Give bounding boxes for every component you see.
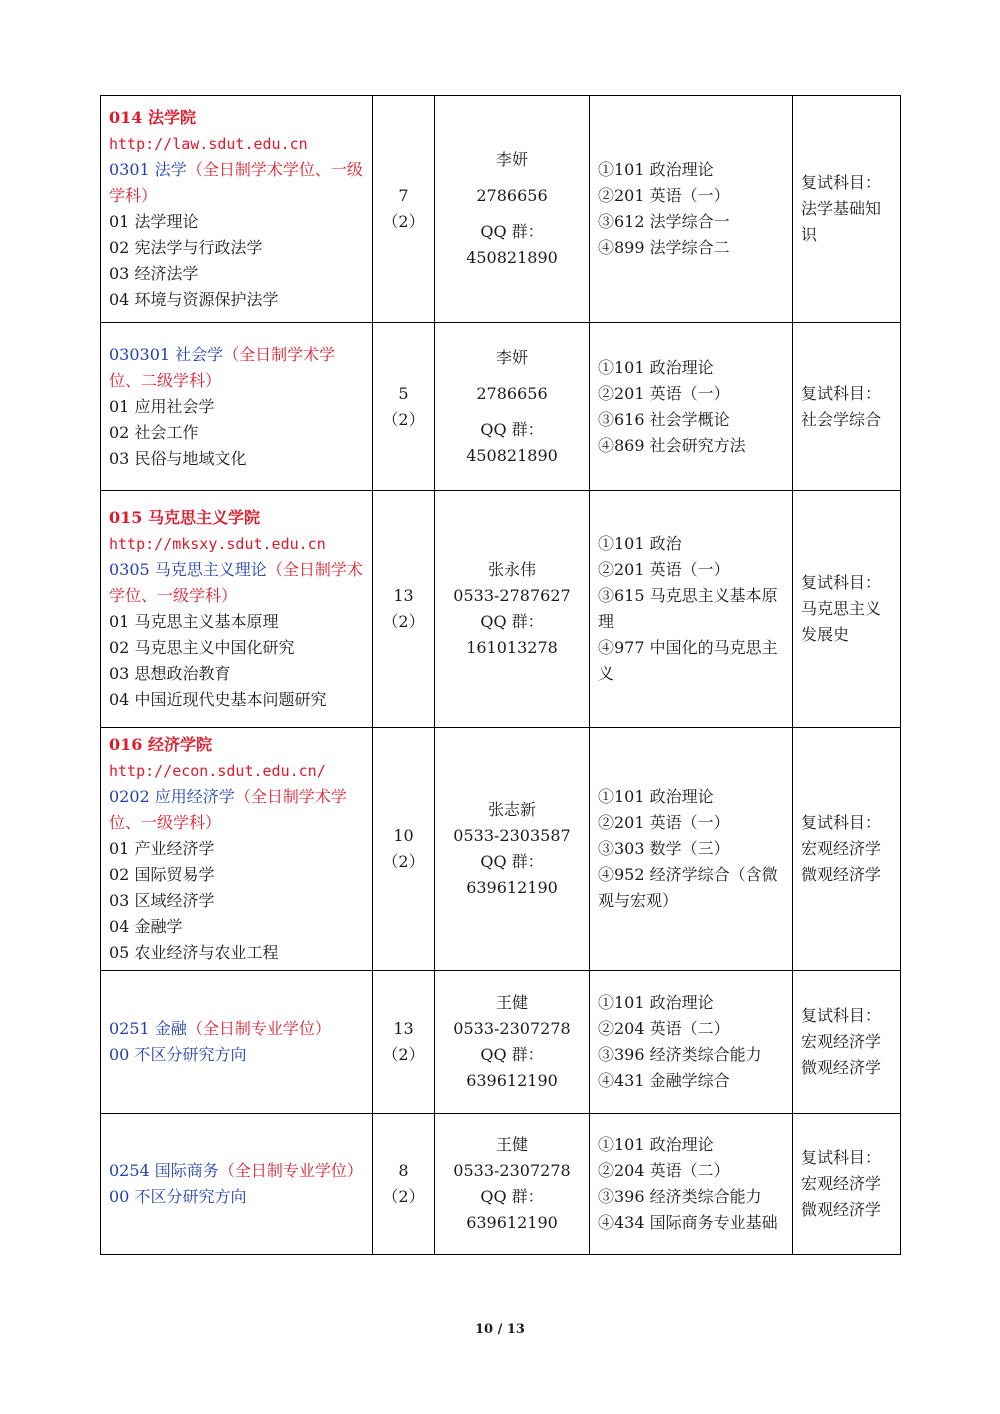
college-url[interactable]: http://mksxy.sdut.edu.cn (109, 535, 326, 553)
retest-cell (793, 971, 901, 1114)
retest-cell (793, 96, 901, 323)
contact-qq: QQ 群： (480, 1187, 544, 1206)
retest-subject: 社会学综合 (801, 409, 882, 429)
contact-phone: 2786656 (476, 186, 548, 205)
contact-phone: 2786656 (476, 383, 548, 403)
major-title: 0251 金融（全日制专业学位） (109, 1019, 331, 1038)
contact-qq-number: 639612190 (466, 878, 558, 897)
college-name: 015 马克思主义学院 (109, 508, 260, 527)
subjects-cell (590, 491, 793, 728)
major-title: 0301 法学（全日制学术学位、一级学科） (109, 160, 363, 205)
retest-subject: 微观经济学 (801, 865, 882, 884)
table-row (101, 971, 901, 1114)
exam-subject: ③303 数学（三） (598, 839, 730, 858)
retest-label: 复试科目： (801, 1006, 882, 1025)
exam-subject: ②201 英语（一） (598, 186, 730, 205)
quota-value: 13 (393, 586, 414, 605)
subjects-cell (590, 728, 793, 971)
direction-item: 02 马克思主义中国化研究 (109, 638, 295, 657)
table-row (101, 323, 901, 491)
exam-subject: ④434 国际商务专业基础 (598, 1213, 778, 1232)
college-url[interactable]: http://law.sdut.edu.cn (109, 135, 308, 153)
quota-value: 5 (398, 383, 409, 403)
exam-subject: ②201 英语（一） (598, 813, 730, 832)
retest-cell (793, 323, 901, 491)
retest-label: 复试科目： (801, 573, 882, 592)
retest-cell (793, 1114, 901, 1255)
retest-subject: 马克思主义发展史 (801, 599, 882, 644)
direction-item: 00 不区分研究方向 (109, 1045, 247, 1064)
exam-subject: ③615 马克思主义基本原理 (598, 586, 778, 631)
retest-subject: 宏观经济学 (801, 1174, 882, 1193)
college-name: 014 法学院 (109, 108, 196, 127)
contact-qq: QQ 群：450821890 (466, 419, 558, 465)
table-row (101, 728, 901, 971)
contact-name: 王健 (495, 993, 528, 1012)
contact-qq: QQ 群：450821890 (466, 222, 558, 267)
contact-name: 王健 (495, 1135, 528, 1154)
direction-item: 01 马克思主义基本原理 (109, 612, 279, 631)
contact-name: 张永伟 (487, 560, 536, 579)
exam-subject: ②204 英语（二） (598, 1161, 730, 1180)
quota-exempt: （2） (382, 1187, 425, 1206)
retest-subject: 宏观经济学 (801, 1032, 882, 1051)
exam-subject: ③396 经济类综合能力 (598, 1187, 762, 1206)
contact-phone: 0533-2307278 (453, 1161, 571, 1180)
direction-item: 03 经济法学 (109, 264, 199, 283)
contact-cell (435, 323, 590, 491)
exam-subject: ①101 政治理论 (598, 1135, 714, 1154)
quota-exempt: （2） (382, 612, 425, 631)
page-number: 10 / 13 (475, 1322, 525, 1337)
contact-cell (435, 96, 590, 323)
major-cell (101, 96, 373, 323)
college-url[interactable]: http://econ.sdut.edu.cn/ (109, 762, 326, 780)
contact-qq-number: 639612190 (466, 1213, 558, 1232)
direction-item: 01 法学理论 (109, 212, 199, 231)
retest-subject: 法学基础知识 (801, 199, 882, 244)
exam-subject: ④899 法学综合二 (598, 238, 730, 257)
exam-subject: ①101 政治理论 (598, 993, 714, 1012)
direction-item: 03 民俗与地域文化 (109, 448, 247, 468)
retest-subject: 宏观经济学 (801, 839, 882, 858)
major-title: 0305 马克思主义理论（全日制学术学位、一级学科） (109, 560, 363, 605)
direction-item: 03 思想政治教育 (109, 664, 231, 683)
contact-qq: QQ 群：161013278 (466, 612, 558, 657)
contact-phone: 0533-2307278 (453, 1019, 571, 1038)
quota-cell (373, 728, 435, 971)
contact-qq: QQ 群： (480, 1045, 544, 1064)
exam-subject: ②204 英语（二） (598, 1019, 730, 1038)
contact-name: 李妍 (495, 347, 528, 367)
contact-qq-number: 639612190 (466, 1071, 558, 1090)
quota-cell (373, 96, 435, 323)
direction-item: 01 应用社会学 (109, 396, 215, 416)
quota-value: 8 (398, 1161, 409, 1180)
quota-cell (373, 971, 435, 1114)
retest-subject: 微观经济学 (801, 1200, 882, 1219)
exam-subject: ②201 英语（一） (598, 560, 730, 579)
major-title: 030301 社会学（全日制学术学位、二级学科） (109, 344, 336, 390)
direction-item: 04 环境与资源保护法学 (109, 290, 279, 309)
direction-item: 01 产业经济学 (109, 839, 215, 858)
direction-item: 02 社会工作 (109, 422, 199, 442)
exam-subject: ①101 政治理论 (598, 160, 714, 179)
quota-exempt: （2） (382, 1045, 425, 1064)
contact-cell (435, 491, 590, 728)
retest-cell (793, 728, 901, 971)
college-name: 016 经济学院 (109, 735, 212, 754)
contact-cell (435, 728, 590, 971)
major-cell (101, 971, 373, 1114)
exam-subject: ③612 法学综合一 (598, 212, 730, 231)
exam-subject: ④952 经济学综合（含微观与宏观） (598, 865, 778, 910)
contact-phone: 0533-2303587 (453, 826, 571, 845)
major-title: 0254 国际商务（全日制专业学位） (109, 1161, 363, 1180)
subjects-cell (590, 323, 793, 491)
quota-exempt: （2） (382, 409, 425, 429)
contact-cell (435, 1114, 590, 1255)
quota-cell (373, 323, 435, 491)
major-cell (101, 491, 373, 728)
quota-cell (373, 491, 435, 728)
retest-label: 复试科目： (801, 383, 882, 403)
contact-phone: 0533-2787627 (453, 586, 571, 605)
direction-item: 00 不区分研究方向 (109, 1187, 247, 1206)
direction-item: 02 国际贸易学 (109, 865, 215, 884)
exam-subject: ①101 政治 (598, 534, 682, 553)
exam-subject: ①101 政治理论 (598, 787, 714, 806)
exam-subject: ③396 经济类综合能力 (598, 1045, 762, 1064)
quota-value: 10 (393, 826, 414, 845)
retest-label: 复试科目： (801, 1148, 882, 1167)
quota-cell (373, 1114, 435, 1255)
retest-label: 复试科目： (801, 173, 882, 192)
major-cell (101, 1114, 373, 1255)
quota-exempt: （2） (382, 852, 425, 871)
exam-subject: ④431 金融学综合 (598, 1071, 730, 1090)
direction-item: 02 宪法学与行政法学 (109, 238, 263, 257)
admissions-table (100, 95, 901, 1255)
quota-value: 7 (398, 186, 409, 205)
direction-item: 04 金融学 (109, 917, 183, 936)
exam-subject: ④869 社会研究方法 (598, 435, 746, 455)
subjects-cell (590, 1114, 793, 1255)
exam-subject: ①101 政治理论 (598, 357, 714, 377)
quota-value: 13 (393, 1019, 414, 1038)
quota-exempt: （2） (382, 212, 425, 231)
contact-name: 李妍 (495, 150, 528, 169)
major-title: 0202 应用经济学（全日制学术学位、一级学科） (109, 787, 347, 832)
table-row (101, 96, 901, 323)
contact-cell (435, 971, 590, 1114)
retest-label: 复试科目： (801, 813, 882, 832)
major-cell (101, 323, 373, 491)
retest-subject: 微观经济学 (801, 1058, 882, 1077)
direction-item: 05 农业经济与农业工程 (109, 943, 279, 962)
direction-item: 04 中国近现代史基本问题研究 (109, 690, 327, 709)
subjects-cell (590, 96, 793, 323)
contact-name: 张志新 (487, 800, 536, 819)
direction-item: 03 区域经济学 (109, 891, 215, 910)
retest-cell (793, 491, 901, 728)
major-cell (101, 728, 373, 971)
table-row (101, 491, 901, 728)
exam-subject: ④977 中国化的马克思主义 (598, 638, 778, 683)
table-row (101, 1114, 901, 1255)
contact-qq: QQ 群： (480, 852, 544, 871)
exam-subject: ③616 社会学概论 (598, 409, 730, 429)
exam-subject: ②201 英语（一） (598, 383, 730, 403)
subjects-cell (590, 971, 793, 1114)
